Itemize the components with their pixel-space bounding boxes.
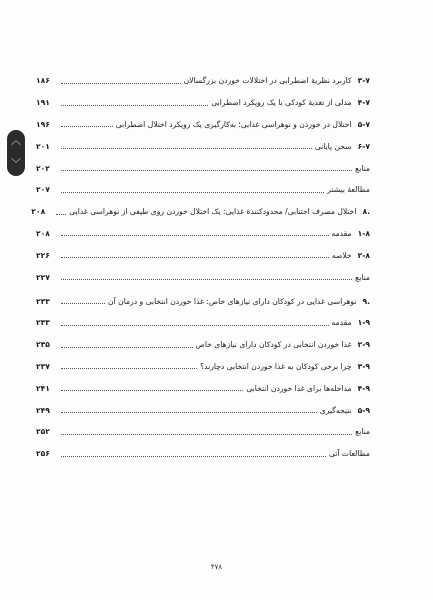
- toc-entry-page: ۱۹۱: [36, 98, 50, 108]
- toc-entry[interactable]: [36, 260, 370, 282]
- toc-entry-page: ۲۳۷: [36, 362, 50, 372]
- leader-dots: [61, 148, 312, 149]
- toc-entry[interactable]: [36, 328, 370, 350]
- toc-chapter-number: ۹.: [362, 296, 370, 306]
- toc-entry-title: منابع: [355, 427, 370, 437]
- toc-entry-page: ۲۲۷: [36, 272, 50, 282]
- toc-entry-title: منابع: [355, 163, 370, 173]
- toc-entry-title: غذا خوردن انتخابی در کودکان دارای نیازهای خاص: [195, 340, 352, 350]
- leader-dots: [61, 347, 193, 348]
- page-navigator[interactable]: [7, 130, 25, 176]
- toc-entry[interactable]: [36, 173, 370, 195]
- toc-entry-number: ۴-۹: [357, 383, 370, 393]
- leader-dots: [61, 434, 352, 435]
- leader-dots: [61, 456, 326, 457]
- toc-entry[interactable]: [36, 371, 370, 393]
- toc-entry[interactable]: [36, 350, 370, 372]
- toc-entry-title: نتیجه‌گیری: [319, 405, 352, 415]
- toc-entry-title: مقدمه: [331, 318, 352, 328]
- toc-entry-page: ۲۵۶: [36, 449, 50, 459]
- toc-entry-page: ۲۴۱: [36, 383, 50, 393]
- toc-entry-page: ۲۰۱: [36, 141, 50, 151]
- chevron-up-icon[interactable]: ︿: [11, 135, 21, 147]
- toc-entry-number: ۳-۹: [357, 362, 370, 372]
- leader-dots: [61, 279, 352, 280]
- toc-entry-title: مطالعات آتی: [328, 449, 370, 459]
- toc-entry-page: ۲۵۲: [36, 427, 50, 437]
- toc-entry[interactable]: [36, 238, 370, 260]
- toc-entry-number: ۶-۷: [357, 141, 370, 151]
- toc-entry-number: ۴-۷: [357, 98, 370, 108]
- toc-entry-page: ۲۴۹: [36, 405, 50, 415]
- leader-dots: [61, 83, 181, 84]
- toc-entry-title: سخن پایانی: [314, 141, 352, 151]
- leader-dots: [61, 170, 352, 171]
- toc-entry-title: کاربرد نظریهٔ اضطرابی در اختلالات خوردن بزرگسالان: [183, 76, 352, 86]
- toc-entry-number: ۲-۹: [357, 340, 370, 350]
- toc-entry-page: ۲۳۵: [36, 340, 50, 350]
- toc-entry[interactable]: [36, 151, 370, 173]
- toc-entry-number: ۵-۹: [357, 405, 370, 415]
- toc-entry[interactable]: [36, 415, 370, 437]
- toc-entry-title: مداخله‌ها برای غذا خوردن انتخابی: [246, 383, 352, 393]
- toc-entry[interactable]: [36, 437, 370, 459]
- leader-dots: [61, 325, 329, 326]
- toc-entry[interactable]: [36, 129, 370, 151]
- toc-entry-title: اختلال مصرف اجتنابی/ محدودکنندهٔ غذایی: یک اختلال خوردن روی طیفی از نوهراسی غذایی: [69, 207, 357, 217]
- toc-entry-number: ۲-۸: [357, 250, 370, 260]
- toc-entry-title: مطالعهٔ بیشتر: [327, 185, 370, 195]
- leader-dots: [61, 126, 113, 127]
- toc-entry-page: ۱۸۶: [36, 76, 50, 86]
- toc-entry[interactable]: [36, 64, 370, 86]
- toc-entry[interactable]: [36, 86, 370, 108]
- toc-entry-title: چرا برخی کودکان به غذا خوردن انتخابی دچارند؟: [200, 362, 352, 372]
- toc-entry-page: ۲۲۶: [36, 250, 50, 260]
- toc-entry-title: خلاصه: [331, 250, 352, 260]
- toc-entry-title: مدلی از تغذیهٔ کودکی با یک رویکرد اضطرابی: [211, 98, 352, 108]
- toc-entry-title: منابع: [355, 272, 370, 282]
- leader-dots: [61, 412, 317, 413]
- leader-dots: [61, 192, 324, 193]
- toc-chapter-number: ۸.: [362, 207, 370, 217]
- toc-entry-title: نوهراسی غذایی در کودکان دارای نیازهای خاص: غذا خوردن انتخابی و درمان آن: [108, 296, 357, 306]
- leader-dots: [56, 214, 66, 215]
- toc-entry-page: ۲۰۲: [36, 163, 50, 173]
- toc-entry-page: ۲۰۸: [31, 207, 46, 217]
- leader-dots: [61, 390, 243, 391]
- table-of-contents: [31, 64, 370, 459]
- toc-entry[interactable]: [36, 393, 370, 415]
- toc-entry-title: اختلال در خوردن و نوهراسی غذایی؛ به‌کارگیری یک رویکرد اختلال اضطرابی: [115, 120, 352, 130]
- toc-entry-page: ۱۹۶: [36, 120, 50, 130]
- toc-entry-page: ۲۰۷: [36, 185, 50, 195]
- leader-dots: [61, 235, 329, 236]
- toc-chapter[interactable]: [36, 282, 370, 306]
- toc-entry-page: ۲۳۳: [36, 296, 50, 306]
- page-number: ۴۷۸: [210, 563, 223, 571]
- leader-dots: [61, 368, 197, 369]
- chevron-down-icon[interactable]: ﹀: [11, 158, 21, 170]
- toc-entry-number: ۱-۸: [357, 229, 370, 239]
- toc-entry-number: ۱-۹: [357, 318, 370, 328]
- toc-entry[interactable]: [36, 306, 370, 328]
- toc-entry-number: ۳-۷: [357, 76, 370, 86]
- toc-entry-title: مقدمه: [331, 229, 352, 239]
- leader-dots: [61, 257, 329, 258]
- toc-entry[interactable]: [36, 108, 370, 130]
- toc-entry-page: ۲۳۳: [36, 318, 50, 328]
- toc-entry-number: ۵-۷: [357, 120, 370, 130]
- leader-dots: [61, 105, 208, 106]
- toc-entry-page: ۲۰۸: [36, 229, 50, 239]
- leader-dots: [61, 303, 105, 304]
- toc-entry[interactable]: [36, 217, 370, 239]
- toc-chapter[interactable]: [31, 195, 370, 217]
